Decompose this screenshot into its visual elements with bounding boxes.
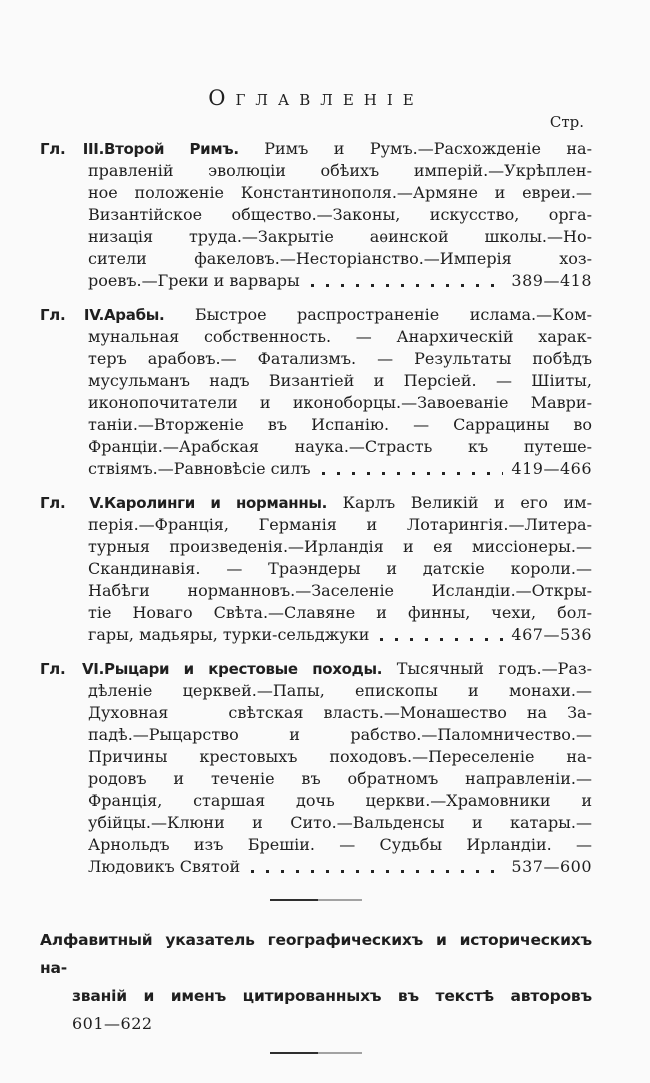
chapter-summary-start: Быстрое распространеніе ислама.—Ком- [194,305,593,324]
toc-entry-line: тіе Новаго Свѣта.—Славяне и финны, чехи, бол- [88,603,592,622]
page-range: 601—622 [72,1014,153,1033]
chapter-label: Гл. III. [40,140,104,158]
toc-entry-line: перія.—Франція, Германія и Лотарингія.—Литера- [88,515,592,534]
index-entry-text-start: Алфавитный указатель географическихъ и историческихъ на- [40,931,592,977]
index-entry [40,926,592,1038]
chapter-label: Гл. V. [40,494,104,512]
toc-entry-line: падѣ.—Рыцарство и рабство.—Паломничество.— [88,725,592,744]
toc-entry [40,304,592,480]
index-entry-line [40,926,592,982]
toc-entry-line: таніи.—Вторженіе въ Испанію. — Саррацины во [88,415,592,434]
toc-entry-line: родовъ и теченіе въ обратномъ направленіи.— [88,769,592,788]
toc-entry-first-line [40,492,592,514]
toc-entry-line: Набѣги норманновъ.—Заселеніе Исландіи.—Откры- [88,581,592,600]
toc-entry-line: теръ арабовъ.— Фатализмъ. — Результаты побѣдъ [88,349,592,368]
toc-entry-line: низація труда.—Закрытіе аѳинской школы.—Но- [88,227,592,246]
toc-entry-line: мунальная собственность. — Анархическій харак- [88,327,592,346]
page-range: 467—536 [511,625,592,644]
toc-entry-line: мусульманъ надъ Византіей и Персіей. — Шіиты, [88,371,592,390]
chapter-title: Рыцари и крестовые походы. [104,660,383,678]
toc-entry [40,658,592,878]
toc-entry-line: Франціи.—Арабская наука.—Страсть къ путеше- [88,437,592,456]
dot-leader [240,856,511,878]
toc-entry-last-line [40,270,592,292]
chapter-label: Гл. IV. [40,306,104,324]
page-range: 537—600 [511,857,592,876]
toc-entry-line: Духовная свѣтская власть.—Монашество на За- [88,703,592,722]
toc-entry-first-line [40,138,592,160]
toc-entry-line: Арнольдъ изъ Брешіи. — Судьбы Ирландіи. — [88,835,592,854]
toc-entry-line: иконопочитатели и иконоборцы.—Завоеваніе Маври- [88,393,592,412]
index-entry-line [40,982,592,1038]
toc-entry-first-line [40,658,592,680]
page-column-label: Стр. [549,113,584,131]
toc-entry-line: сители факеловъ.—Несторіанство.—Имперія хоз- [88,249,592,268]
toc-entry-line: Византійское общество.—Законы, искусство, орга- [88,205,592,224]
chapter-summary-end: Людовикъ Святой [88,857,241,876]
dot-leader [300,270,512,292]
toc-entry-first-line [40,304,592,326]
chapter-summary-end: гары, мадьяры, турки-сельджуки [88,625,370,644]
toc-entry-line: турныя произведенія.—Ирландія и ея миссіонеры.— [88,537,592,556]
divider-bottom [270,1052,362,1054]
toc-entry-line: Причины крестовыхъ походовъ.—Переселеніе на- [88,747,592,766]
toc-entry [40,492,592,646]
toc-entry-line: Скандинавія. — Траэндеры и датскіе короли.— [88,559,592,578]
chapter-summary-start: Римъ и Румъ.—Расхожденіе на- [264,139,592,158]
toc-entry [40,138,592,292]
chapter-summary-end: роевъ.—Греки и варвары [88,271,300,290]
toc-entry-line: убійцы.—Клюни и Сито.—Вальденсы и катары.— [88,813,592,832]
chapter-summary-start: Тысячный годъ.—Раз- [396,659,593,678]
toc-entry-line: ное положеніе Константинополя.—Армяне и евреи.— [88,183,592,202]
page-range: 419—466 [511,459,592,478]
toc-entry-last-line [40,458,592,480]
dot-leader [311,458,512,480]
chapter-label: Гл. VI. [40,660,104,678]
chapter-summary-end: ствіямъ.—Равновѣсіе силъ [88,459,311,478]
table-of-contents [40,138,592,878]
toc-entry-line: Франція, старшая дочь церкви.—Храмовники и [88,791,592,810]
chapter-summary-start: Карлъ Великій и его им- [342,493,592,512]
toc-entry-line: дѣленіе церквей.—Папы, епископы и монахи.— [88,681,592,700]
chapter-title: Арабы. [104,306,165,324]
page-range: 389—418 [511,271,592,290]
toc-entry-line: правленій эволюціи обѣихъ имперій.—Укрѣплен- [88,161,592,180]
page-title: ОГЛАВЛЕНІЕ [208,86,424,110]
index-entry-text-end: званій и именъ цитированныхъ въ текстѣ авторовъ [72,987,592,1005]
chapter-title: Второй Римъ. [104,140,239,158]
page-content [40,0,592,1054]
toc-entry-last-line [40,624,592,646]
toc-entry-last-line [40,856,592,878]
dot-leader [369,624,511,646]
chapter-title: Каролинги и норманны. [104,494,328,512]
divider-top [270,899,362,901]
